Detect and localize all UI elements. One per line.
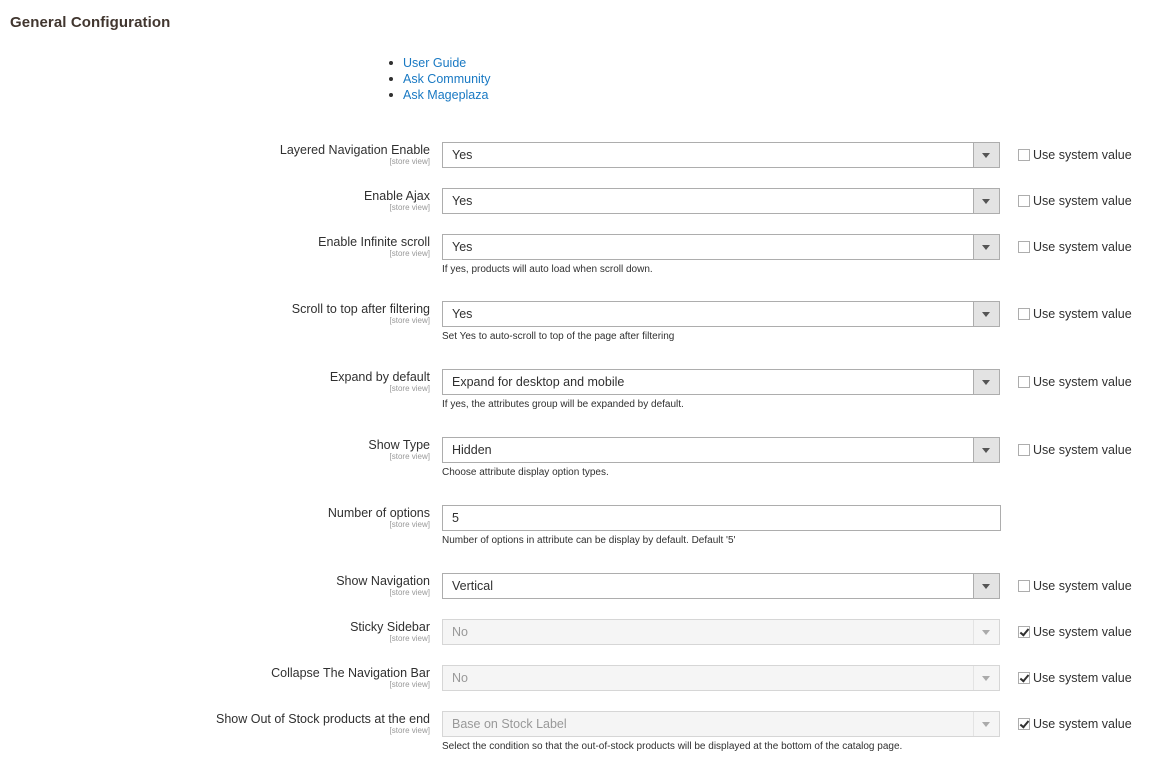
- field-label: Show Navigation: [336, 574, 430, 588]
- help-links: [387, 55, 491, 103]
- field-label-wrap: [364, 189, 430, 212]
- use-system-label: Use system value: [1033, 375, 1132, 389]
- number-of-options-input[interactable]: [442, 505, 1001, 531]
- field-label-wrap: [292, 302, 430, 325]
- chevron-down-icon: [973, 712, 999, 736]
- use-system-label: Use system value: [1033, 307, 1132, 321]
- field-label: Enable Ajax: [363, 189, 430, 203]
- field-label: Number of options: [327, 506, 430, 520]
- use-system-value-toggle[interactable]: [1018, 718, 1132, 732]
- help-link-item: [387, 55, 491, 71]
- section-title: General Configuration: [10, 14, 171, 31]
- field-label-wrap: [328, 506, 430, 529]
- field-note: Number of options in attribute can be display by default. Default '5': [442, 535, 736, 546]
- field-label: Collapse The Navigation Bar: [271, 666, 430, 680]
- chevron-down-icon: [973, 302, 999, 326]
- use-system-checkbox[interactable]: [1018, 149, 1030, 161]
- expand-by-default-select[interactable]: [442, 369, 1000, 395]
- sticky-sidebar-select: [442, 619, 1000, 645]
- field-label: Scroll to top after filtering: [291, 302, 430, 316]
- field-label: Show Type: [368, 438, 430, 452]
- field-label: Show Out of Stock products at the end: [215, 712, 430, 726]
- use-system-checkbox[interactable]: [1018, 241, 1030, 253]
- use-system-checkbox[interactable]: [1018, 376, 1030, 388]
- use-system-value-toggle[interactable]: [1018, 241, 1132, 255]
- use-system-value-toggle[interactable]: [1018, 580, 1132, 594]
- use-system-label: Use system value: [1033, 194, 1132, 208]
- select-value: Yes: [452, 240, 473, 254]
- help-link-item: [387, 71, 491, 87]
- help-link-item: [387, 87, 491, 103]
- chevron-down-icon: [973, 189, 999, 213]
- use-system-checkbox[interactable]: [1018, 195, 1030, 207]
- scroll-to-top-select[interactable]: [442, 301, 1000, 327]
- use-system-value-toggle[interactable]: [1018, 672, 1132, 686]
- select-value: Yes: [452, 194, 473, 208]
- enable-ajax-select[interactable]: [442, 188, 1000, 214]
- field-label-wrap: [350, 620, 430, 643]
- field-label: Expand by default: [329, 370, 430, 384]
- use-system-value-toggle[interactable]: [1018, 626, 1132, 640]
- field-label: Enable Infinite scroll: [318, 235, 430, 249]
- scope-label: [store view]: [389, 157, 430, 166]
- field-note: Set Yes to auto-scroll to top of the page after filtering: [442, 331, 675, 342]
- field-note: If yes, products will auto load when scroll down.: [442, 264, 653, 275]
- chevron-down-icon: [973, 666, 999, 690]
- use-system-label: Use system value: [1033, 443, 1132, 457]
- chevron-down-icon: [973, 235, 999, 259]
- use-system-label: Use system value: [1033, 240, 1132, 254]
- field-label-wrap: [318, 235, 430, 258]
- scope-label: [store view]: [389, 634, 430, 643]
- use-system-label: Use system value: [1033, 579, 1132, 593]
- scope-label: [store view]: [389, 203, 430, 212]
- field-label-wrap: [280, 143, 430, 166]
- user-guide-link[interactable]: User Guide: [403, 56, 467, 70]
- use-system-label: Use system value: [1033, 148, 1132, 162]
- field-label: Layered Navigation Enable: [279, 143, 430, 157]
- chevron-down-icon: [973, 574, 999, 598]
- field-label-wrap: [271, 666, 430, 689]
- select-value: Expand for desktop and mobile: [452, 375, 625, 389]
- out-of-stock-select: [442, 711, 1000, 737]
- use-system-label: Use system value: [1033, 625, 1132, 639]
- use-system-checkbox[interactable]: [1018, 444, 1030, 456]
- select-value: Yes: [452, 148, 473, 162]
- use-system-value-toggle[interactable]: [1018, 149, 1132, 163]
- field-label-wrap: [336, 574, 430, 597]
- use-system-value-toggle[interactable]: [1018, 195, 1132, 209]
- use-system-label: Use system value: [1033, 717, 1132, 731]
- scope-label: [store view]: [389, 726, 430, 735]
- select-value: No: [452, 671, 468, 685]
- select-value: Base on Stock Label: [452, 717, 567, 731]
- use-system-checkbox[interactable]: [1018, 626, 1030, 638]
- scope-label: [store view]: [389, 316, 430, 325]
- use-system-label: Use system value: [1033, 671, 1132, 685]
- use-system-value-toggle[interactable]: [1018, 308, 1132, 322]
- use-system-checkbox[interactable]: [1018, 580, 1030, 592]
- field-label-wrap: [368, 438, 430, 461]
- show-type-select[interactable]: [442, 437, 1000, 463]
- use-system-checkbox[interactable]: [1018, 308, 1030, 320]
- scope-label: [store view]: [389, 520, 430, 529]
- select-value: Vertical: [452, 579, 493, 593]
- field-label: Sticky Sidebar: [350, 620, 430, 634]
- ask-community-link[interactable]: Ask Community: [403, 72, 491, 86]
- chevron-down-icon: [973, 143, 999, 167]
- field-label-wrap: [216, 712, 430, 735]
- field-note: Choose attribute display option types.: [442, 467, 609, 478]
- select-value: No: [452, 625, 468, 639]
- select-value: Hidden: [452, 443, 492, 457]
- field-label-wrap: [330, 370, 430, 393]
- scope-label: [store view]: [389, 384, 430, 393]
- chevron-down-icon: [973, 438, 999, 462]
- chevron-down-icon: [973, 370, 999, 394]
- infinite-scroll-select[interactable]: [442, 234, 1000, 260]
- use-system-checkbox[interactable]: [1018, 718, 1030, 730]
- use-system-value-toggle[interactable]: [1018, 444, 1132, 458]
- field-note: Select the condition so that the out-of-stock products will be displayed at the bottom of the catalog page.: [442, 741, 903, 752]
- use-system-value-toggle[interactable]: [1018, 376, 1132, 390]
- scope-label: [store view]: [389, 588, 430, 597]
- use-system-checkbox[interactable]: [1018, 672, 1030, 684]
- scope-label: [store view]: [389, 680, 430, 689]
- chevron-down-icon: [973, 620, 999, 644]
- select-value: Yes: [452, 307, 473, 321]
- scope-label: [store view]: [389, 452, 430, 461]
- ask-mageplaza-link[interactable]: Ask Mageplaza: [403, 88, 489, 102]
- field-note: If yes, the attributes group will be expanded by default.: [442, 399, 684, 410]
- collapse-navigation-select: [442, 665, 1000, 691]
- scope-label: [store view]: [389, 249, 430, 258]
- show-navigation-select[interactable]: [442, 573, 1000, 599]
- layered-navigation-select[interactable]: [442, 142, 1000, 168]
